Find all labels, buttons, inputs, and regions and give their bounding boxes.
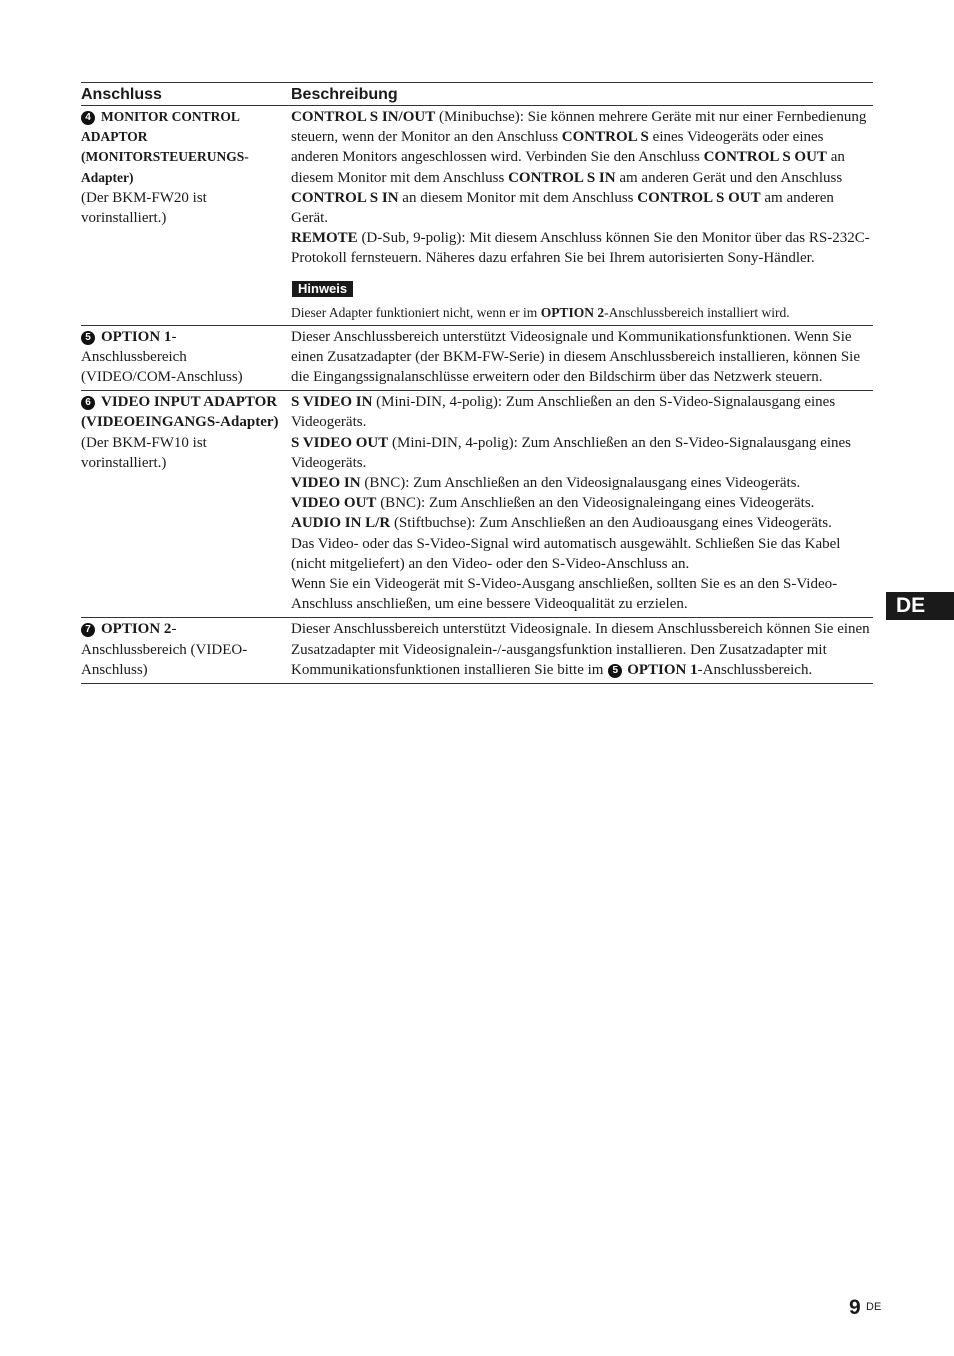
connector-name: VIDEO INPUT ADAPTOR (VIDEOEINGANGS-Adapter)	[81, 394, 279, 431]
connector-table	[81, 82, 873, 684]
term: CONTROL S IN	[508, 169, 616, 186]
note-text	[291, 303, 873, 322]
language-tab: DE	[886, 592, 954, 620]
term: S VIDEO IN	[291, 394, 373, 411]
table-header	[81, 83, 873, 106]
text: (Stiftbuchse): Zum Anschließen an den Audioausgang eines Videogeräts.	[390, 515, 832, 532]
description-item	[291, 473, 873, 493]
description-paragraph: Dieser Anschlussbereich unterstützt Videosignale und Kommunikationsfunktionen. Wenn Sie einen Zusatzadapter (der BKM-FW-Serie) in diesem Anschlussbereich installieren, können Sie die Eingangssignalanschlüsse erweitern oder den Bildschirm über das Netzwerk steuern.	[291, 328, 861, 386]
term: S VIDEO OUT	[291, 434, 389, 451]
connector-sub: Anschlussbereich (VIDEO/COM-Anschluss)	[81, 348, 243, 386]
description-cell	[291, 619, 873, 680]
term: CONTROL S IN/OUT	[291, 109, 436, 125]
term: CONTROL S OUT	[637, 189, 761, 206]
term: VIDEO IN	[291, 475, 361, 492]
table-row	[81, 618, 873, 684]
term: CONTROL S IN	[291, 189, 399, 206]
connector-cell	[81, 619, 291, 680]
number-5-icon: 5	[608, 664, 622, 678]
text: (D-Sub, 9-polig): Mit diesem Anschluss können Sie den Monitor über das RS-232C-Protokoll fernsteuern. Näheres dazu erfahren Sie bei Ihrem autorisierten Sony-Händler.	[291, 230, 870, 267]
description-paragraph	[291, 228, 873, 268]
term: VIDEO OUT	[291, 495, 377, 512]
text: am anderen Gerät.	[291, 189, 834, 227]
text: -	[171, 328, 177, 345]
term: CONTROL S OUT	[703, 149, 827, 166]
term: REMOTE	[291, 230, 358, 247]
connector-name: OPTION 2	[101, 621, 172, 638]
description-cell	[291, 327, 873, 388]
connector-name-de: (MONITORSTEUERUNGS-Adapter)	[81, 149, 249, 185]
description-paragraph	[291, 107, 873, 228]
text: am anderen Gerät und den Anschluss	[615, 169, 843, 186]
connector-sub: (Der BKM-FW20 ist vorinstalliert.)	[81, 189, 207, 227]
term: CONTROL S	[561, 129, 649, 146]
description-item	[291, 433, 873, 473]
table-row	[81, 106, 873, 326]
description-item	[291, 493, 873, 513]
text: (Mini-DIN, 4-polig): Zum Anschließen an den S-Video-Signalausgang eines Videogeräts.	[291, 434, 852, 471]
page-number: 9	[849, 1296, 861, 1319]
term: OPTION 1	[627, 661, 698, 678]
text: -Anschlussbereich.	[697, 661, 813, 678]
header-beschreibung: Beschreibung	[291, 86, 398, 103]
text: (Minibuchse): Sie können mehrere Geräte mit nur einer Fernbedienung steuern, wenn der Monitor an den Anschluss	[291, 109, 867, 146]
text: (BNC): Zum Anschließen an den Videosignaleingang eines Videogeräts.	[376, 495, 815, 512]
connector-name: MONITOR CONTROL ADAPTOR	[81, 109, 240, 145]
note-label: Hinweis	[292, 281, 353, 297]
page-language: DE	[866, 1301, 882, 1313]
text: an diesem Monitor mit dem Anschluss	[398, 189, 638, 206]
text: eines Videogeräts oder eines anderen Monitors angeschlossen wird. Verbinden Sie den Anschluss	[291, 129, 824, 166]
number-7-icon: 7	[81, 623, 95, 637]
description-item	[291, 392, 873, 432]
text: -	[171, 621, 177, 638]
text: Dieser Adapter funktioniert nicht, wenn er im	[291, 304, 541, 320]
table-row	[81, 326, 873, 392]
connector-cell	[81, 392, 291, 614]
description-paragraph: Das Video- oder das S-Video-Signal wird automatisch ausgewählt. Schließen Sie das Kabel (nicht mitgeliefert) an den Video- oder den S-Video-Anschluss an.	[291, 535, 841, 572]
number-5-icon: 5	[81, 331, 95, 345]
description-item	[291, 513, 873, 533]
connector-name: OPTION 1	[101, 328, 172, 345]
text: (Mini-DIN, 4-polig): Zum Anschließen an den S-Video-Signalausgang eines Videogeräts.	[291, 394, 836, 431]
description-paragraph: Wenn Sie ein Videogerät mit S-Video-Ausgang anschließen, sollten Sie es an den S-Video-Anschluss anschließen, um eine bessere Videoqualität zu erzielen.	[291, 576, 838, 613]
number-4-icon: 4	[81, 111, 95, 125]
text: an diesem Monitor mit dem Anschluss	[291, 149, 845, 186]
number-6-icon: 6	[81, 396, 95, 410]
term: OPTION 2	[540, 304, 605, 320]
text: -Anschlussbereich installiert wird.	[604, 304, 790, 320]
connector-cell	[81, 327, 291, 388]
connector-sub: (Der BKM-FW10 ist vorinstalliert.)	[81, 434, 207, 471]
term: AUDIO IN L/R	[291, 515, 391, 532]
connector-sub: Anschlussbereich (VIDEO-Anschluss)	[81, 641, 248, 678]
connector-cell	[81, 107, 291, 322]
description-paragraph	[291, 619, 873, 680]
header-anschluss: Anschluss	[81, 86, 162, 103]
text: (BNC): Zum Anschließen an den Videosignalausgang eines Videogeräts.	[360, 475, 801, 492]
text: Dieser Anschlussbereich unterstützt Videosignale. In diesem Anschlussbereich können Sie einen Zusatzadapter mit Videosignalein-/-ausgangsfunktion installieren. Den Zusatzadapter mit Kommunikationsfunktionen installieren Sie bitte im	[291, 621, 870, 678]
table-row	[81, 391, 873, 618]
description-cell	[291, 107, 873, 322]
description-cell	[291, 392, 873, 614]
